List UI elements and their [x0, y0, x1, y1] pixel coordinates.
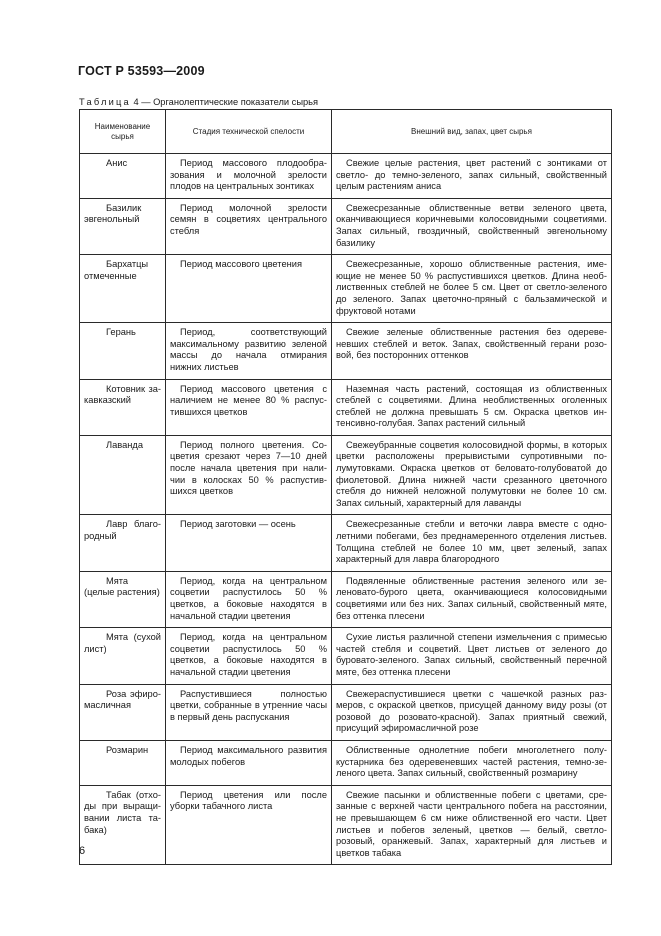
table-caption-title: 4 — Органолептические показатели сырья: [130, 97, 319, 107]
cell-appearance: Свежие целые растения, цвет растений с зонтиками от светло- до темно-зеленого, запах сильный, свойственный целым растениям аниса: [332, 154, 612, 199]
cell-raw-material: Роза эфиромасличная: [80, 684, 166, 740]
table-row: [80, 323, 612, 379]
cell-ripeness-stage: Период полного цветения. Соцветия срезают через 7—10 дней после начала цветения при наличии в колосках 50 % распустившихся цветков: [166, 435, 332, 515]
cell-raw-material: Розмарин: [80, 740, 166, 785]
table-row: [80, 628, 612, 684]
cell-ripeness-stage: Период, соответствующий максимальному развитию зеленой массы до начала отмирания нижних листьев: [166, 323, 332, 379]
cell-appearance: Свежесрезанные облиственные ветви зеленого цвета, оканчивающиеся коричневыми колосовидными соцветиями. Запах сильный, гвоздичный, свойственный эвгенольному базилику: [332, 198, 612, 254]
cell-appearance: Свежеубранные соцветия колосовидной формы, в которых цветки расположены прерывистыми супротивными полумутовками. Окраска цветков от беловато-голубоватой до фиолетовой. Длина нижней части срезанного цветочного стебля до нижней неложной полумутовки не более 10 см. Запах сильный, характерный для лаванды: [332, 435, 612, 515]
cell-appearance: Свежие пасынки и облиственные побеги с цветами, срезанные с верхней части центрального побега на расстоянии, не превышающем 6 см ниже облиственной его части. Цвет листьев и побегов зеленый, цветков — белый, светло-розовый, оранжевый. Запах, характерный для листьев и цветков табака: [332, 785, 612, 865]
cell-appearance: Наземная часть растений, состоящая из облиственных стеблей с соцветиями. Длина необлиственных оголенных стеблей не должна превышать 5 см. Окраска цветков интенсивно-голубая. Запах растений сильный: [332, 379, 612, 435]
page-number: 6: [79, 845, 86, 857]
organoleptic-table: [79, 109, 612, 865]
cell-appearance: Свежесрезанные, хорошо облиственные растения, имеющие не менее 50 % распустившихся цветков. Длина необлиственных стеблей не более 5 см. Цвет от светло-зеленого до зеленого. Запах цветочно-пряный с бальзамической и фруктовой нотами: [332, 255, 612, 323]
cell-raw-material: Анис: [80, 154, 166, 199]
table-row: [80, 515, 612, 571]
column-header-ripeness-stage: Стадия технической спелости: [166, 110, 332, 154]
table-header-row: [80, 110, 612, 154]
cell-raw-material: Мята (сухой лист): [80, 628, 166, 684]
cell-appearance: Свежераспустившиеся цветки с чашечкой разных размеров, с окраской цветков, присущей данному виду розы (от розовой до розовато-красной). Запах приятный свежий, присущий эфиромасличной розе: [332, 684, 612, 740]
cell-ripeness-stage: Период массового цветения с наличием не менее 80 % распустившихся цветков: [166, 379, 332, 435]
cell-ripeness-stage: Период, когда на центральном соцветии распустилось 50 % цветков, а боковые находятся в начальной стадии цветения: [166, 571, 332, 627]
table-row: [80, 379, 612, 435]
table-row: [80, 571, 612, 627]
table-row: [80, 785, 612, 865]
cell-appearance: Свежесрезанные стебли и веточки лавра вместе с однолетними побегами, без преднамеренного отделения листьев. Толщина стеблей не более 10 мм, цвет зеленый, запах характерный для лавра благородного: [332, 515, 612, 571]
cell-raw-material: Герань: [80, 323, 166, 379]
cell-raw-material: Лаванда: [80, 435, 166, 515]
cell-ripeness-stage: Период массового плодообразования и молочной зрелости плодов на центральных зонтиках: [166, 154, 332, 199]
table-row: [80, 154, 612, 199]
table-row: [80, 435, 612, 515]
column-header-appearance: Внешний вид, запах, цвет сырья: [332, 110, 612, 154]
document-standard-header: ГОСТ Р 53593—2009: [78, 64, 205, 78]
cell-appearance: Сухие листья различной степени измельчения с примесью частей стебля и соцветий. Цвет листьев от зеленого до буровато-зеленого. Запах сильный, свойственный перечной мяте, без оттенка плесени: [332, 628, 612, 684]
cell-ripeness-stage: Период цветения или после уборки табачного листа: [166, 785, 332, 865]
cell-raw-material: Базилик эвгенольный: [80, 198, 166, 254]
cell-appearance: Подвяленные облиственные растения зеленого или зеленовато-бурого цвета, оканчивающиеся колосовидными соцветиями или без них. Запах сильный, свойственный мяте, без оттенка плесени: [332, 571, 612, 627]
cell-raw-material: Котовник закавказский: [80, 379, 166, 435]
cell-raw-material: Лавр благородный: [80, 515, 166, 571]
table-row: [80, 198, 612, 254]
cell-ripeness-stage: Период максимального развития молодых побегов: [166, 740, 332, 785]
table-row: [80, 740, 612, 785]
cell-appearance: Свежие зеленые облиственные растения без одеревеневших стеблей и веток. Запах, свойственный герани розовой, без посторонних оттенков: [332, 323, 612, 379]
table-caption: [79, 97, 318, 107]
cell-ripeness-stage: Распустившиеся полностью цветки, собранные в утренние часы в первый день распускания: [166, 684, 332, 740]
cell-ripeness-stage: Период молочной зрелости семян в соцветиях центрального стебля: [166, 198, 332, 254]
cell-ripeness-stage: Период массового цветения: [166, 255, 332, 323]
table-row: [80, 255, 612, 323]
cell-raw-material: Бархатцы отмеченные: [80, 255, 166, 323]
cell-appearance: Облиственные однолетние побеги многолетнего полукустарника без одеревеневших частей растения, темно-зеленого цвета. Запах сильный, свойственный розмарину: [332, 740, 612, 785]
cell-ripeness-stage: Период, когда на центральном соцветии распустилось 50 % цветков, а боковые находятся в начальной стадии цветения: [166, 628, 332, 684]
cell-ripeness-stage: Период заготовки — осень: [166, 515, 332, 571]
cell-raw-material: Мята (целые растения): [80, 571, 166, 627]
table-caption-prefix: Таблица: [79, 97, 131, 107]
table-row: [80, 684, 612, 740]
cell-raw-material: Табак (отходы при выращивании листа табака): [80, 785, 166, 865]
column-header-raw-material: Наименование сырья: [80, 110, 166, 154]
